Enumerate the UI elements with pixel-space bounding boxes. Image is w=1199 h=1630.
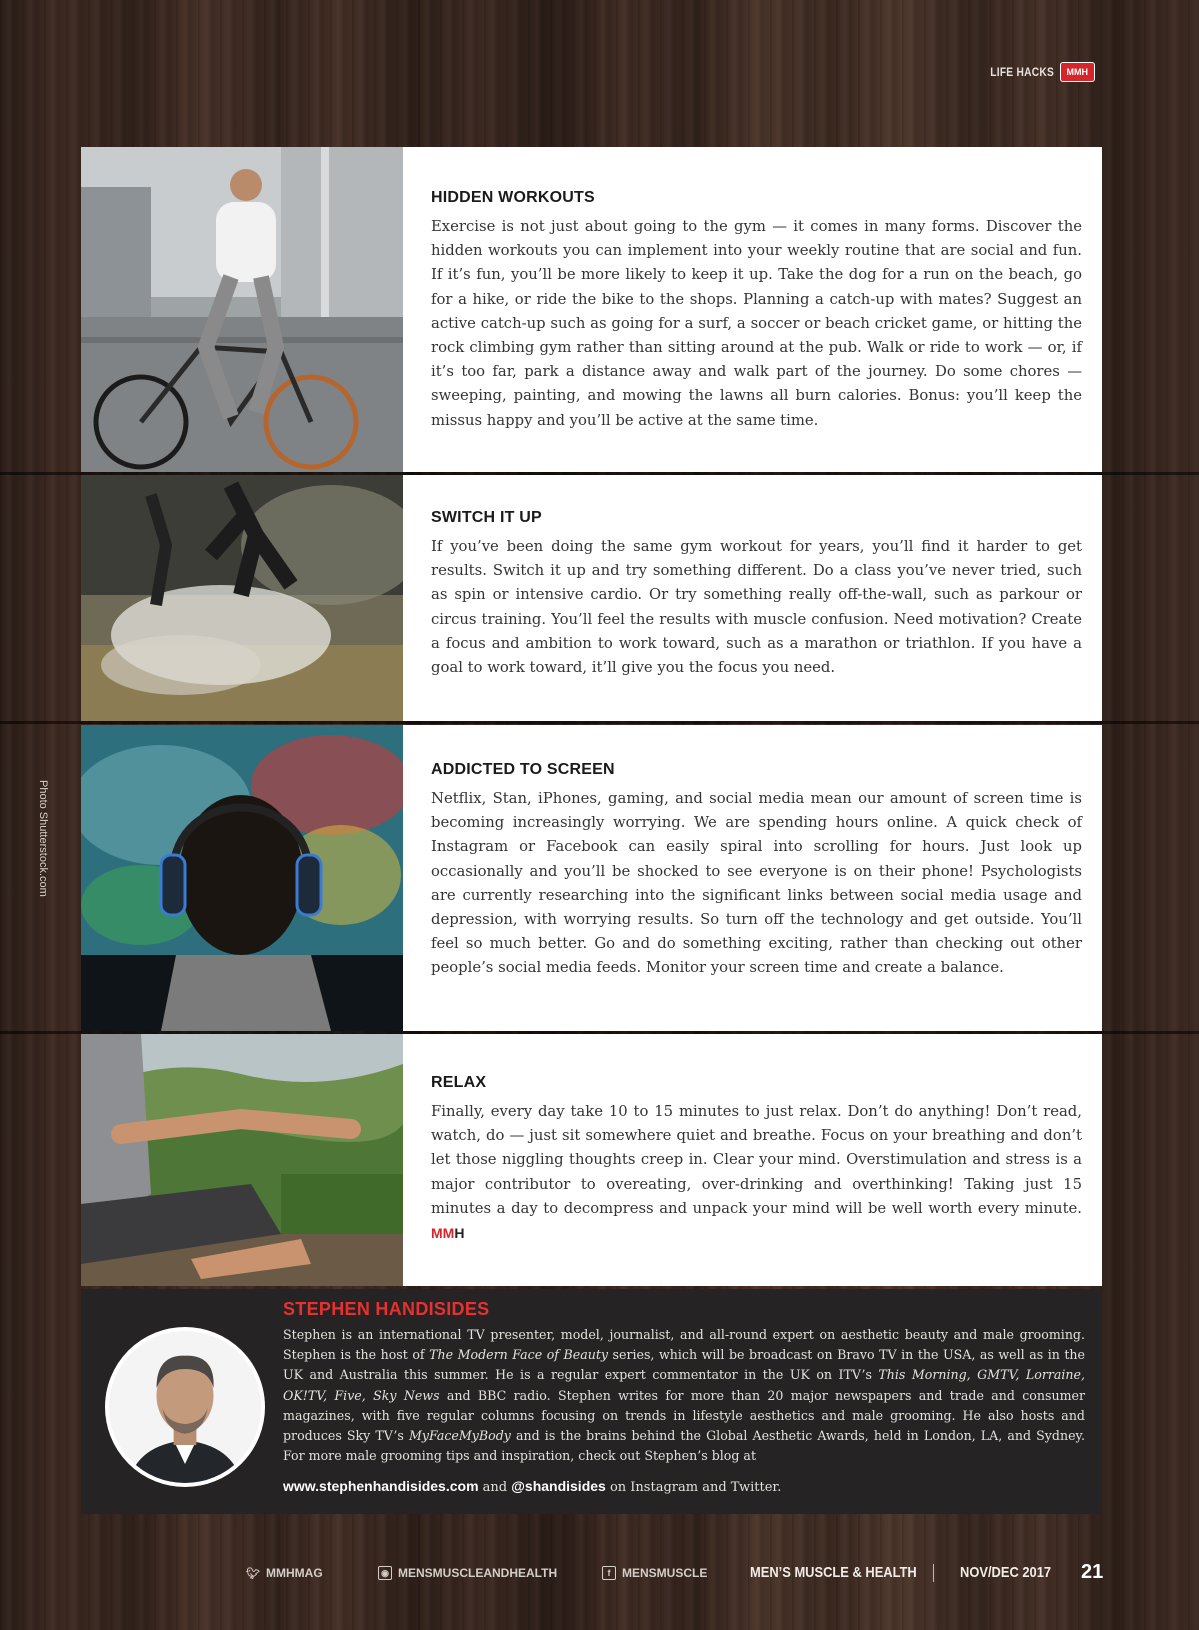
section-body (431, 1100, 1082, 1246)
cyclist-photo (81, 147, 403, 472)
bio-text-part: series, which will be broadcast on Bravo TV in the USA, as well as in the UK and Australia this summer. He is a regular expert commentator in the UK on ITV’s (283, 1347, 1085, 1383)
author-name: STEPHEN HANDISIDES (283, 1299, 490, 1319)
section-relax (81, 1034, 1102, 1286)
section-title: RELAX (431, 1074, 487, 1091)
twitter-icon: 🐦︎ (246, 1567, 260, 1580)
section-title: HIDDEN WORKOUTS (431, 189, 595, 206)
runners-splash-photo (81, 475, 403, 721)
end-mark-black: H (454, 1225, 465, 1242)
page-footer (0, 1562, 1199, 1588)
plank-seam (0, 721, 1199, 724)
end-mark-logo (431, 1225, 464, 1241)
mmh-logo: MMH (1060, 62, 1096, 82)
author-website-link[interactable]: www.stephenhandisides.com (283, 1478, 479, 1494)
bio-show-title: The Modern Face of Beauty (429, 1347, 609, 1363)
bio-text-part: and is the brains behind the Global Aesthetic Awards, held in London, LA, and Sydney. For more male grooming tips and inspiration, check out Stephen’s blog at (283, 1428, 1085, 1464)
bio-text-part: Stephen is an international TV presenter, model, journalist, and all-round expert on aesthetic beauty and male grooming. Stephen is the host of (283, 1327, 1085, 1363)
section-switch-it-up (81, 475, 1102, 721)
photo-credit-text: Photo Shutterstock.com (37, 780, 49, 897)
author-bio-text (283, 1325, 1085, 1466)
section-hidden-workouts (81, 147, 1102, 472)
facebook-icon: f (602, 1566, 616, 1580)
photo-credit (36, 780, 50, 920)
footer-divider (933, 1564, 934, 1582)
links-and: and (478, 1480, 512, 1495)
footer-facebook-handle: MENSMUSCLE (622, 1566, 708, 1580)
footer-facebook[interactable] (602, 1566, 707, 1580)
gamer-headphones-photo (81, 725, 403, 1031)
section-body: Netflix, Stan, iPhones, gaming, and social media mean our amount of screen time is becoming increasingly worrying. We are spending hours online. A quick check of Instagram or Facebook can easily spiral into scrolling for hours. Just look up occasionally and you’ll be shocked to see everyone is on their phone! Psychologists are currently researching into the significant links between social media usage and depression, with worrying results. So turn off the technology and get outside. You’ll feel so much better. Go and do something exciting, rather than checking out other people’s social media feeds. Monitor your screen time and create a balance. (431, 790, 1082, 977)
author-avatar (105, 1327, 265, 1487)
issue-date: NOV/DEC 2017 (960, 1564, 1052, 1581)
author-links (283, 1478, 781, 1495)
author-bio (81, 1289, 1102, 1514)
footer-twitter[interactable] (246, 1566, 323, 1580)
section-label: LIFE HACKS (989, 65, 1054, 79)
bio-text-part: and BBC radio. Stephen writes for more than 20 major newspapers and trade and consumer magazines, with five regular columns focusing on trends in lifestyle aesthetics and male grooming. He also hosts and produces Sky TV’s (283, 1387, 1085, 1444)
section-title: SWITCH IT UP (431, 509, 542, 526)
page-number: 21 (1081, 1561, 1104, 1583)
section-body: If you’ve been doing the same gym workout for years, you’ll find it harder to get results. Switch it up and try something different. Do a class you’ve never tried, such as spin or intensive cardio. Or try something really off-the-wall, such as parkour or circus training. You’ll feel the results with muscle confusion. Need motivation? Create a focus and ambition to work toward, such as a marathon or triathlon. If you have a goal to work toward, it’ll give you the focus you need. (431, 538, 1082, 677)
section-body-text: Finally, every day take 10 to 15 minutes to just relax. Don’t do anything! Don’t read, watch, do — just sit somewhere quiet and breathe. Focus on your breathing and don’t let those niggling thoughts creep in. Clear your mind. Overstimulation and stress is a major contributor to overeating, over-drinking and overthinking! Taking just 15 minutes a day to decompress and unpack your mind will be well worth every minute. (431, 1103, 1082, 1217)
meditation-photo (81, 1034, 403, 1286)
footer-twitter-handle: MMHMAG (266, 1566, 323, 1580)
bio-show-titles: This Morning, GMTV, Lorraine, OK!TV, Five, Sky News (283, 1367, 1085, 1403)
instagram-icon: ◉ (378, 1566, 392, 1580)
links-tail: on Instagram and Twitter. (605, 1480, 782, 1495)
publication-name: MEN’S MUSCLE & HEALTH (750, 1564, 917, 1581)
footer-instagram[interactable] (378, 1566, 557, 1580)
section-body: Exercise is not just about going to the gym — it comes in many forms. Discover the hidden workouts you can implement into your weekly routine that are social and fun. If it’s fun, you’ll be more likely to keep it up. Take the dog for a run on the beach, go for a hike, or ride the bike to the shops. Planning a catch-up with mates? Suggest an active catch-up such as going for a surf, a soccer or beach cricket game, or hitting the rock climbing gym rather than sitting around at the pub. Walk or ride to work — or, if it’s too far, park a distance away and walk part of the journey. Do some chores — sweeping, painting, and mowing the lawns all burn calories. Bonus: you’ll keep the missus happy and you’ll be active at the same time. (431, 218, 1082, 429)
author-social-handle[interactable]: @shandisides (511, 1478, 606, 1494)
section-tag (979, 62, 1096, 82)
end-mark-red: MM (431, 1225, 455, 1242)
section-addicted-to-screen (81, 725, 1102, 1031)
footer-instagram-handle: MENSMUSCLEANDHEALTH (398, 1566, 558, 1580)
section-title: ADDICTED TO SCREEN (431, 761, 615, 778)
bio-show-title: MyFaceMyBody (408, 1428, 511, 1444)
